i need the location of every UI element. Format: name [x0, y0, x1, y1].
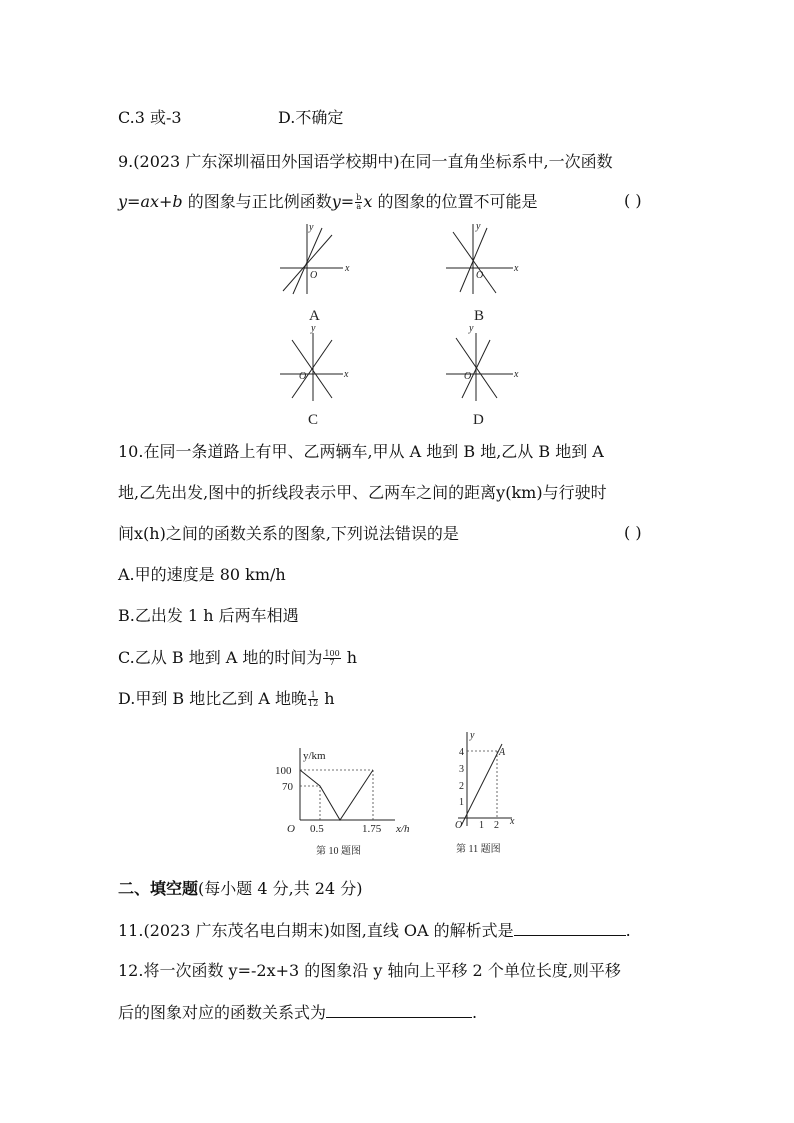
q11-end: . [625, 921, 631, 940]
section-2-note: (每小题 4 分,共 24 分) [198, 879, 363, 898]
graph-b-origin: O [476, 270, 484, 281]
fig10-distance-polyline [300, 770, 373, 820]
q12-stem-line1: 12.将一次函数 y=-2x+3 的图象沿 y 轴向上平移 2 个单位长度,则平移 [118, 961, 621, 980]
q10-option-c-num: 100 [324, 649, 340, 658]
fig10-xtick-175: 1.75 [362, 823, 382, 835]
fig11-point-a: A [499, 747, 506, 758]
q11-answer-blank[interactable] [514, 919, 626, 936]
graph-a-origin: O [310, 270, 318, 281]
q9-frac-den: a [356, 202, 362, 211]
fig10-origin: O [287, 823, 295, 835]
graph-a-x-label: x [345, 263, 350, 274]
fig11-ytick-4: 4 [459, 747, 464, 758]
q11-stem [118, 919, 631, 942]
graph-b-x-label: x [514, 263, 519, 274]
q10-option-c-den: 7 [329, 658, 335, 667]
graph-c-x-label: x [344, 369, 349, 380]
graph-b-label: B [474, 308, 485, 324]
fig11-xtick-1: 1 [479, 820, 484, 831]
q10-option-c-unit: h [341, 648, 358, 667]
q9-frac-num: b [356, 193, 362, 202]
section-2-heading [118, 878, 362, 900]
q12-end: . [472, 1003, 478, 1022]
fig10-ytick-70: 70 [282, 781, 293, 793]
fig11-xlabel: x [510, 816, 515, 827]
q10-stem-line1: 10.在同一条道路上有甲、乙两辆车,甲从 A 地到 B 地,乙从 B 地到 A [118, 442, 604, 461]
graph-d-x-label: x [514, 369, 519, 380]
figure-10 [275, 748, 410, 857]
q9-answer-paren: ( ) [624, 191, 642, 210]
q10-option-d-num: 1 [308, 691, 318, 700]
section-2-title: 二、填空题 [118, 879, 199, 898]
graph-c-label: C [308, 412, 319, 428]
graph-a-y-label: y [309, 222, 314, 233]
q10-option-d-den: 12 [308, 699, 319, 708]
graph-d-y-label: y [469, 323, 474, 334]
q9-function: y=ax+b [118, 192, 183, 211]
graph-d-label: D [473, 412, 484, 428]
fig11-ytick-1: 1 [459, 797, 464, 808]
q9-y: y= [331, 192, 355, 211]
fig11-caption: 第 11 题图 [456, 844, 501, 855]
fig10-xtick-05: 0.5 [310, 823, 324, 835]
q10-stem-line3: 间x(h)之间的函数关系的图象,下列说法错误的是 [118, 524, 459, 543]
q11-text: 11.(2023 广东茂名电白期末)如图,直线 OA 的解析式是 [118, 921, 514, 940]
fig11-ytick-3: 3 [459, 764, 464, 775]
graph-b-y-label: y [476, 221, 481, 232]
q12-text: 后的图象对应的函数关系式为 [118, 1003, 327, 1022]
figure-11 [455, 730, 515, 855]
fig11-ylabel: y [470, 730, 475, 741]
fig10-xlabel: x/h [396, 823, 410, 835]
q9-text: 的图象与正比例函数 [182, 192, 332, 211]
fig10-ytick-100: 100 [275, 765, 292, 777]
q10-option-a: A.甲的速度是 80 km/h [118, 565, 286, 584]
q12-answer-blank[interactable] [326, 1001, 472, 1018]
q10-option-d-unit: h [319, 689, 335, 708]
q10-option-d-text: D.甲到 B 地比乙到 A 地晚 [118, 689, 308, 708]
graph-d-origin: O [464, 371, 472, 382]
q9-text-end: 的图象的位置不可能是 [372, 192, 538, 211]
q12-stem-line2 [118, 1001, 477, 1024]
graph-c-origin: O [299, 371, 307, 382]
fig11-xtick-2: 2 [494, 820, 499, 831]
fig10-ylabel: y/km [303, 750, 326, 762]
fig10-caption: 第 10 题图 [316, 846, 361, 857]
q10-option-b: B.乙出发 1 h 后两车相遇 [118, 606, 299, 625]
q10-answer-paren: ( ) [624, 523, 642, 542]
q10-stem-line2: 地,乙先出发,图中的折线段表示甲、乙两车之间的距离y(km)与行驶时 [118, 483, 607, 502]
q8-option-c: C.3 或-3 [118, 108, 182, 127]
q9-stem-line1: 9.(2023 广东深圳福田外国语学校期中)在同一直角坐标系中,一次函数 [118, 152, 613, 171]
graph-a-label: A [309, 308, 320, 324]
q10-option-c-text: C.乙从 B 地到 A 地的时间为 [118, 648, 323, 667]
fig11-ytick-2: 2 [459, 781, 464, 792]
graph-c-y-label: y [311, 323, 316, 334]
fig11-origin: O [455, 820, 463, 831]
q9-x: x [363, 192, 373, 211]
q8-option-d: D.不确定 [278, 108, 344, 127]
